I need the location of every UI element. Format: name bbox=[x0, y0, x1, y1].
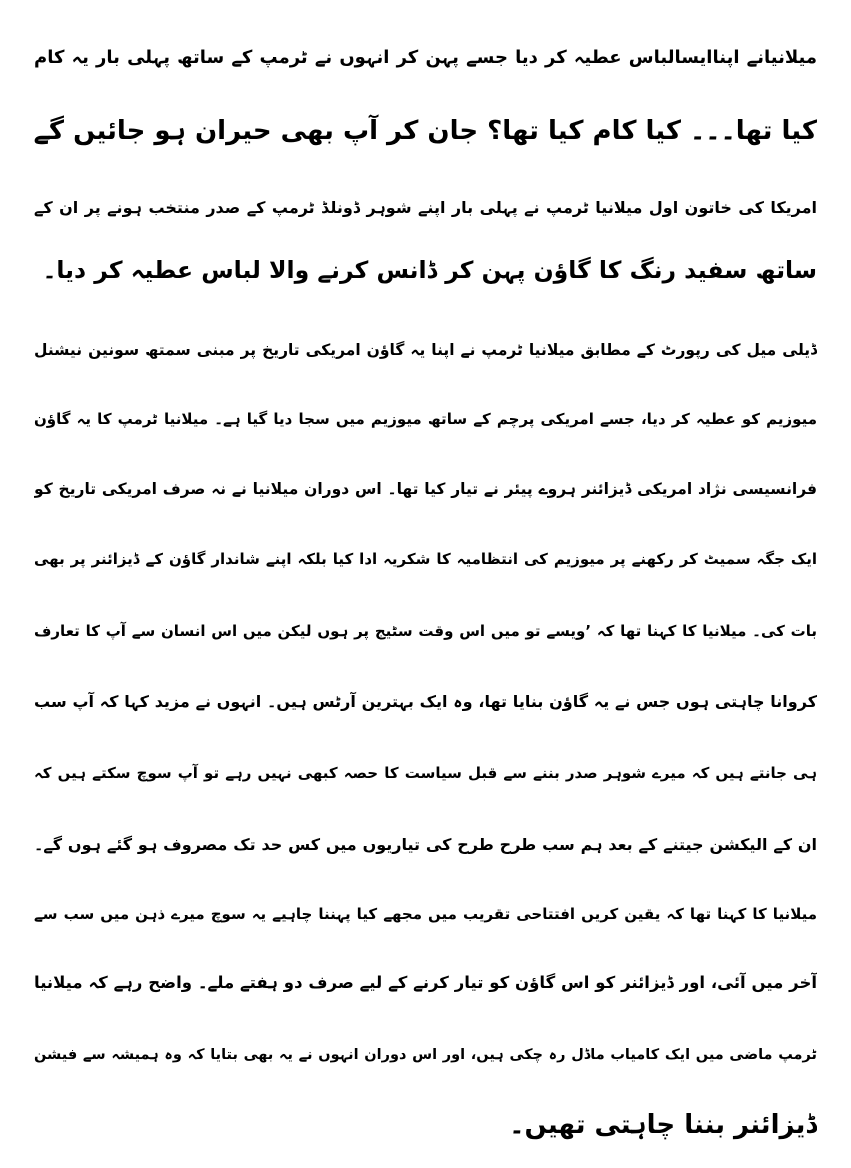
paragraph-line: ڈیلی میل کی رپورٹ کے مطابق میلانیا ٹرمپ نے اپنا یہ گاؤن امریکی تاریخ پر مبنی سمتھ سونین نیشنل bbox=[34, 341, 817, 359]
paragraph-line: ڈیزائنر بننا چاہتی تھیں۔ bbox=[509, 1110, 817, 1140]
paragraph-line: کروانا چاہتی ہوں جس نے یہ گاؤن بنایا تھا، وہ ایک بہترین آرٹس ہیں۔ انہوں نے مزید کہا کہ آپ سب bbox=[34, 692, 817, 711]
paragraph-line: فرانسیسی نژاد امریکی ڈیزائنر ہروے پیئر نے تیار کیا تھا۔ اس دوران میلانیا نے نہ صرف امریکی تاریخ کو bbox=[34, 480, 817, 498]
headline-line: میلانیانے اپناایسالباس عطیہ کر دیا جسے پہن کر انہوں نے ٹرمپ کے ساتھ پہلی بار یہ کام bbox=[34, 47, 817, 68]
paragraph-line: ٹرمپ ماضی میں ایک کامیاب ماڈل رہ چکی ہیں، اور اس دوران انہوں نے یہ بھی بتایا کہ وہ ہمیشہ سے فیشن bbox=[34, 1047, 817, 1063]
headline-line: کیا تھا۔۔۔ کیا کام کیا تھا؟ جان کر آپ بھی حیران ہو جائیں گے bbox=[34, 116, 817, 146]
paragraph-line: ہی جانتے ہیں کہ میرے شوہر صدر بننے سے قبل سیاست کا حصہ کبھی نہیں رہے تو آپ سوچ سکتے ہیں کہ bbox=[34, 764, 817, 782]
paragraph-line: ان کے الیکشن جیتنے کے بعد ہم سب طرح طرح کی تیاریوں میں کس حد تک مصروف ہو گئے ہوں گے۔ bbox=[34, 835, 817, 854]
paragraph-line: امریکا کی خاتون اول میلانیا ٹرمپ نے پہلی بار اپنے شوہر ڈونلڈ ٹرمپ کے صدر منتخب ہونے پر ان کے bbox=[34, 198, 817, 217]
paragraph-line: بات کی۔ میلانیا کا کہنا تھا کہ ’ویسے تو میں اس وقت سٹیج پر ہوں لیکن میں اس انسان سے آپ کا تعارف bbox=[34, 622, 817, 640]
paragraph-line: آخر میں آئی، اور ڈیزائنر کو اس گاؤن کو تیار کرنے کے لیے صرف دو ہفتے ملے۔ واضح رہے کہ میلانیا bbox=[34, 973, 817, 992]
paragraph-line: ایک جگہ سمیٹ کر رکھنے پر میوزیم کی انتظامیہ کا شکریہ ادا کیا بلکہ اپنے شاندار گاؤن کے ڈیزائنر پر بھی bbox=[34, 550, 817, 568]
paragraph-line: میوزیم کو عطیہ کر دیا، جسے امریکی پرچم کے ساتھ میوزیم میں سجا دیا گیا ہے۔ میلانیا ٹرمپ کا یہ گاؤن bbox=[34, 410, 817, 428]
paragraph-line: میلانیا کا کہنا تھا کہ یقین کریں افتتاحی تقریب میں مجھے کیا پہننا چاہیے یہ سوچ میرے ذہن میں سب سے bbox=[34, 905, 817, 923]
paragraph-line: ساتھ سفید رنگ کا گاؤن پہن کر ڈانس کرنے والا لباس عطیہ کر دیا۔ bbox=[42, 256, 817, 284]
